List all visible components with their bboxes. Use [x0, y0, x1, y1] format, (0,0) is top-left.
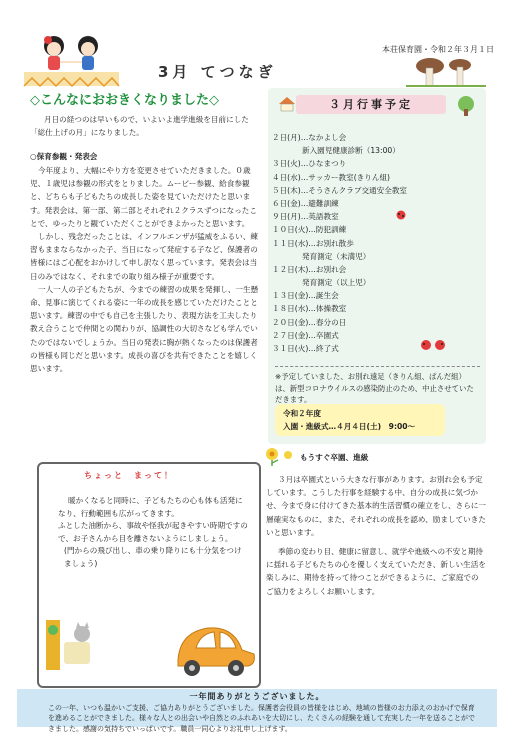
enrollment-date: 入園・進級式…４月４日(土) 9:00～ [283, 422, 416, 431]
enrollment-box [275, 404, 445, 436]
ladybug-icon [395, 210, 407, 220]
event-item: ２０日(金)…春分の日 [272, 317, 347, 327]
event-item: ２日(月)…なかよし会 [272, 133, 347, 142]
issue-date: 本荘保育園・令和２年３月１日 [382, 45, 494, 54]
event-item: 発育測定（未満児） [302, 251, 371, 261]
mushroom-illustration [406, 56, 486, 90]
event-item: ６日(金)…避難訓練 [272, 198, 339, 208]
event-item: １８日(水)…体操教室 [272, 304, 347, 314]
article-heading: ◇こんなにおおきくなりました◇ [30, 93, 219, 108]
event-item: ９日(月)…英語教室 [272, 212, 339, 222]
cancellation-notice: ※予定していました、お別れ遠足（きりん組、ぱんだ組）は、新型コロナウイルスの感染防止のため、中止させていただきます。 [275, 366, 480, 406]
caution-title: ちょっと まって！ [84, 471, 174, 480]
page-title [158, 61, 277, 82]
traffic-sign-illustration [42, 610, 102, 672]
caution-line: (門からの飛び出し、車の乗り降りにも十分気をつけましょう) [64, 546, 242, 568]
tree-icon [452, 95, 482, 117]
article-body [30, 164, 262, 375]
event-item: 新入園児健康診断（13:00） [302, 146, 400, 156]
event-item: １０日(火)…防犯訓練 [272, 225, 347, 235]
car-illustration [168, 620, 258, 680]
event-item: ２７日(金)…卒園式 [272, 330, 339, 340]
graduation-body [266, 473, 486, 604]
event-item: ５日(木)…そうさんクラブ交通安全教室 [272, 185, 408, 195]
event-item: １３日(金)…誕生会 [272, 291, 339, 301]
graduation-paragraph: 季節の変わり目、健康に留意し、就学や進級への不安と期待に揺れる子どもたちの心を優しく支えていただき、新しい生活を楽しみに、期待を持って待つことができるように、ご家庭でのご協力をよろしくお願いします。 [266, 547, 486, 596]
article-paragraph: 一人一人の子どもたちが、今までの練習の成果を発揮し、一生懸命、見事に演じてくれる姿に一年の成長を感じていただけたことと思います。練習の中でも自己を主張したり、表現方法を工夫したり教え合うことで仲間との関わりが、協調性の大切さなども学んでいたのではないでしょうか。当日の発表に胸が熱くなったのは保護者の皆様も同じだと思います。成長の喜びを共有できたことを嬉しく思います。 [30, 284, 259, 374]
month-label: 3月 [158, 63, 192, 81]
caution-line: 暖かくなると同時に、子どもたちの心も体も活発になり、行動範囲も広がってきます。 [58, 496, 243, 518]
event-item: １２日(木)…お別れ会 [272, 264, 347, 274]
children-illustration [20, 32, 130, 92]
enrollment-title: 令和２年度 [283, 409, 321, 418]
event-item: １１日(水)…お別れ散歩 [272, 238, 354, 248]
flower-icon [262, 445, 298, 467]
event-list [272, 131, 482, 355]
event-item: ４日(水)…サッカー教室(きりん組) [272, 172, 391, 182]
intro-text: 月日の経つのは早いもので、いよいよ進学進級を目前にした「総仕上げの月」になりました。 [30, 115, 249, 138]
house-icon [277, 96, 297, 112]
graduation-title: もうすぐ卒園、進級 [300, 453, 369, 462]
class-name: てつなぎ [200, 63, 277, 81]
event-item: ３１日(火)…終了式 [272, 344, 339, 353]
article-paragraph: 今年度より、大幅にやり方を変更させていただきました。０歳児、１歳児は参観の形式をとりました。ムービー参観、給食参観と、どちらも子どもたちの成長した姿を見ていただけたと思います。発表会は、第一部、第二部とそれぞれ２クラスずつになったことで、ゆったりと観ていただくことができよかったと思います。 [30, 166, 257, 228]
ladybug-icon [420, 338, 448, 352]
article-paragraph: しかし、残念だったことは、インフルエンザが猛威をふるい、練習もままならなかった子、当日になって発症する子など、保護者の皆様にはご心配をおかけして申し訳なく思っています。発表会は当日のみではなく、それまでの取り組み様子が重要です。 [30, 232, 258, 281]
event-item: 発育測定（以上児） [302, 278, 371, 288]
event-item: ３日(火)…ひなまつり [272, 159, 347, 169]
thanks-title: 一年間ありがとうございました。 [189, 692, 325, 701]
graduation-paragraph: ３月は卒園式という大きな行事があります。お別れ会も予定しています。こうした行事を経験する中、自分の成長に気づかせ、今まで身に付けてきた基本的生活習慣の確立をし、さらに一層確実なものに、また、それぞれの成長を認め、励ましていきたいと思います。 [266, 475, 486, 537]
caution-body [58, 495, 248, 571]
calendar-title: ３月行事予定 [296, 95, 446, 114]
article-subheading: ○保育参観・発表会 [30, 152, 98, 161]
thanks-body: この一年、いつも温かいご支援、ご協力ありがとうございました。保護者会役員の皆様をはじめ、地域の皆様のお力添えのおかげで保育を進めることができました。様々な人との出会いや自然とのふれあいを大切にし、たくさんの経験を通して充実した一年を送ることができました。感謝の気持ちでいっぱいです。職員一同心よりお礼申し上げます。 [48, 704, 475, 733]
caution-line: ふとした油断から、事故や怪我が起きやすい時期ですので、お子さんから目を離さないようにしましょう。 [58, 521, 248, 543]
